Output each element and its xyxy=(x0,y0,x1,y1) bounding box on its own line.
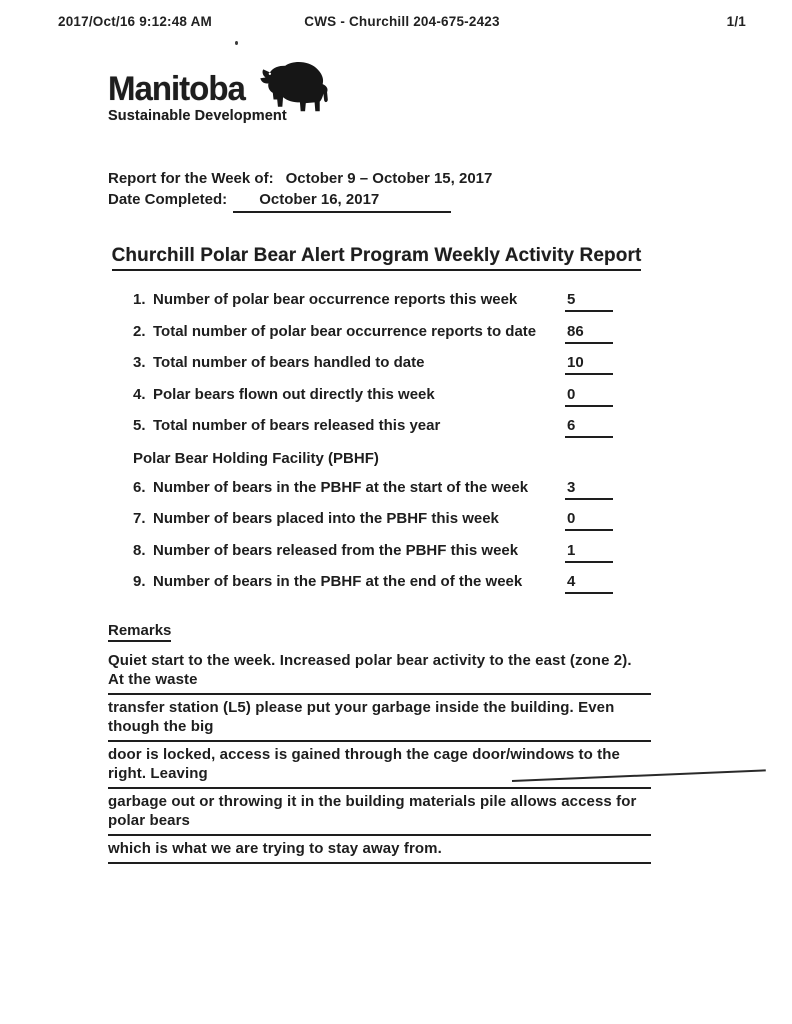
item-number: 6. xyxy=(133,478,146,496)
list-item xyxy=(133,510,613,531)
list-item xyxy=(133,354,613,375)
item-value: 4 xyxy=(565,573,613,594)
list-item xyxy=(133,417,613,438)
item-value: 1 xyxy=(565,542,613,563)
report-title: Churchill Polar Bear Alert Program Weekly Activity Report xyxy=(112,245,642,271)
item-number: 8. xyxy=(133,541,146,559)
item-label: Total number of bears handled to date xyxy=(153,354,425,371)
item-label: Total number of bears released this year xyxy=(153,417,441,434)
fax-page-count: 1/1 xyxy=(726,14,746,29)
item-label: Total number of polar bear occurrence reports to date xyxy=(153,322,537,340)
item-number: 1. xyxy=(133,291,146,308)
fax-header xyxy=(0,0,792,29)
list-item xyxy=(133,479,613,500)
remarks-line: Quiet start to the week. Increased polar bear activity to the east (zone 2). At the waste xyxy=(108,648,651,695)
fax-sender-line: CWS - Churchill 204-675-2423 xyxy=(304,14,500,29)
list-item xyxy=(133,542,613,563)
item-label: Polar bears flown out directly this week xyxy=(153,385,435,403)
item-value: 0 xyxy=(565,386,613,407)
item-label: Number of bears in the PBHF at the end of the week xyxy=(153,573,523,590)
remarks-line: transfer station (L5) please put your garbage inside the building. Even though the big xyxy=(108,695,651,742)
scan-artifact-dot xyxy=(235,41,238,45)
manitoba-logo xyxy=(108,55,792,124)
item-value: 6 xyxy=(565,417,613,438)
date-completed-row xyxy=(108,189,792,213)
list-item xyxy=(133,573,613,594)
pbhf-heading: Polar Bear Holding Facility (PBHF) xyxy=(133,450,379,467)
item-label: Number of bears in the PBHF at the start of the week xyxy=(153,478,529,496)
item-value: 3 xyxy=(565,479,613,500)
item-label: Number of polar bear occurrence reports this week xyxy=(153,291,518,308)
item-number: 9. xyxy=(133,573,146,590)
activity-list xyxy=(133,291,613,594)
remarks-line: garbage out or throwing it in the building materials pile allows access for polar bears xyxy=(108,789,651,836)
item-value: 0 xyxy=(565,510,613,531)
item-number: 5. xyxy=(133,417,146,434)
list-item xyxy=(133,323,613,344)
item-value: 10 xyxy=(565,354,613,375)
item-number: 2. xyxy=(133,322,146,340)
title-wrap xyxy=(0,245,645,271)
item-label: Number of bears released from the PBHF this week xyxy=(153,541,519,559)
report-meta xyxy=(108,168,792,213)
item-number: 4. xyxy=(133,385,146,403)
item-number: 7. xyxy=(133,510,146,527)
date-completed-value: October 16, 2017 xyxy=(233,189,451,213)
week-of-value: October 9 – October 15, 2017 xyxy=(285,170,493,187)
logo-row xyxy=(108,55,792,108)
remarks-section xyxy=(108,622,651,864)
manitoba-wordmark: Manitoba xyxy=(108,68,245,108)
item-number: 3. xyxy=(133,354,146,371)
week-of-row xyxy=(108,168,792,189)
item-value: 5 xyxy=(565,291,613,312)
fax-timestamp: 2017/Oct/16 9:12:48 AM xyxy=(58,14,212,29)
remarks-heading: Remarks xyxy=(108,622,171,642)
date-completed-label: Date Completed: xyxy=(108,191,228,208)
remarks-line: door is locked, access is gained through the cage door/windows to the right. Leaving xyxy=(108,742,651,789)
remarks-line: which is what we are trying to stay away from. xyxy=(108,836,651,864)
week-of-label: Report for the Week of: xyxy=(108,170,274,187)
list-item xyxy=(133,386,613,407)
list-item xyxy=(133,291,613,312)
logo-department: Sustainable Development xyxy=(108,108,287,124)
item-value: 86 xyxy=(565,323,613,344)
item-label: Number of bears placed into the PBHF this week xyxy=(153,510,499,527)
